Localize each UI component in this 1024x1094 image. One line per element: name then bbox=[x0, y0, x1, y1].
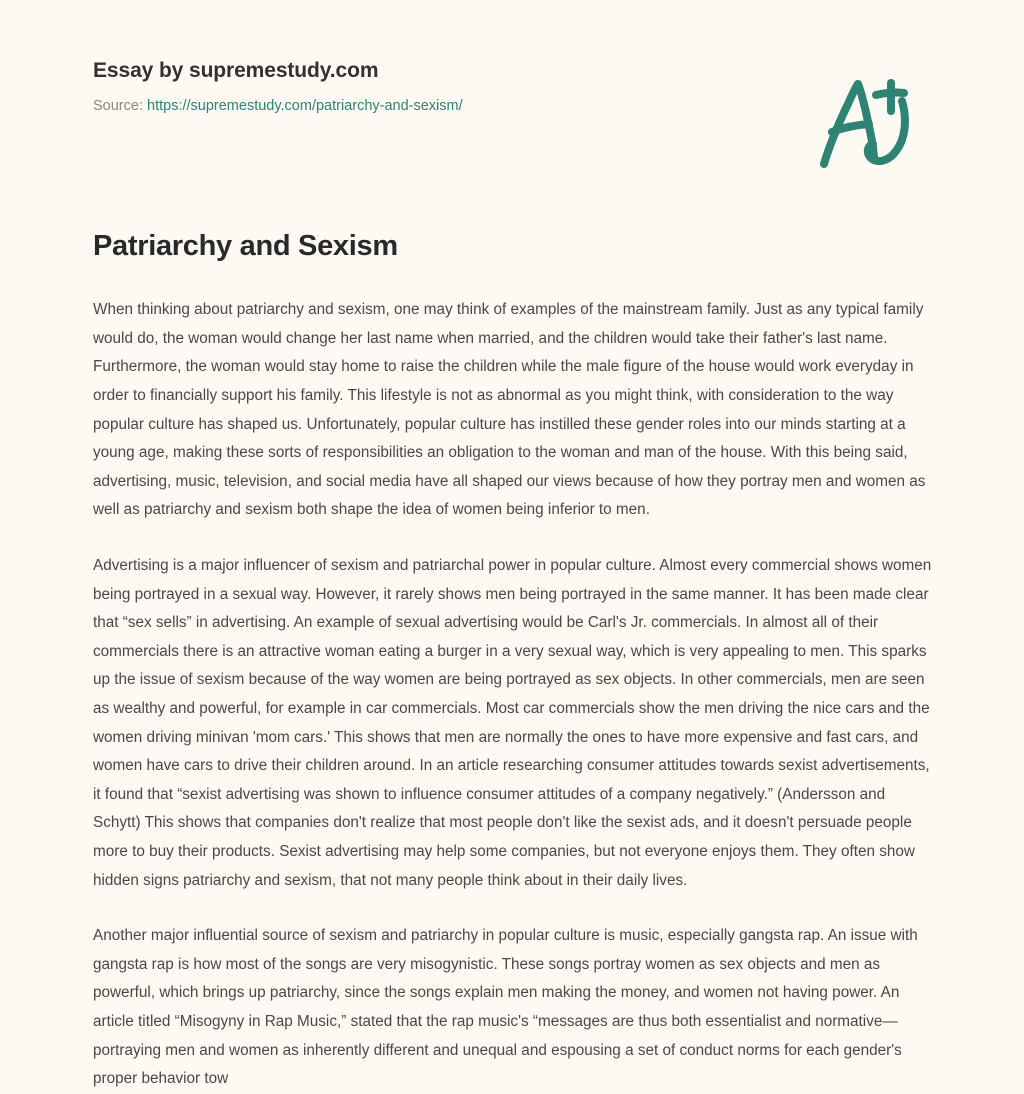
byline: Essay by supremestudy.com bbox=[93, 59, 379, 82]
article-body bbox=[93, 296, 936, 1093]
article bbox=[93, 228, 936, 1094]
source-line bbox=[93, 97, 933, 116]
page-title: Patriarchy and Sexism bbox=[93, 230, 398, 262]
paragraph: When thinking about patriarchy and sexism, one may think of examples of the mainstream family. Just as any typical family would do, the woman would change her last name when married, and the children would take their father's last name. Furthermore, the woman would stay home to raise the children while the male figure of the house would work everyday in order to financially support his family. This lifestyle is not as abnormal as you might think, with consideration to the way popular culture has shaped us. Unfortunately, popular culture has instilled these gender roles into our minds starting at a young age, making these sorts of responsibilities an obligation to the woman and man of the house. With this being said, advertising, music, television, and social media have all shaped our views because of how they portray men and women as well as patriarchy and sexism both shape the idea of women being inferior to men. bbox=[93, 301, 926, 519]
a-plus-logo bbox=[812, 68, 916, 176]
document-header bbox=[93, 58, 933, 116]
paragraph: Another major influential source of sexism and patriarchy in popular culture is music, especially gangsta rap. An issue with gangsta rap is how most of the songs are very misogynistic. These songs portray women as sex objects and men as powerful, which brings up patriarchy, since the songs explain men making the money, and women not having power. An article titled “Misogyny in Rap Music,” stated that the rap music's “messages are thus both essentialist and normative—portraying men and women as inherently different and unequal and espousing a set of conduct norms for each gender's proper behavior tow bbox=[93, 927, 918, 1088]
source-label: Source: bbox=[93, 98, 143, 115]
source-url-link[interactable]: https://supremestudy.com/patriarchy-and-sexism/ bbox=[147, 98, 463, 115]
paragraph: Advertising is a major influencer of sexism and patriarchal power in popular culture. Almost every commercial shows women being portrayed in a sexual way. However, it rarely shows men being portrayed in the same manner. It has been made clear that “sex sells” in advertising. An example of sexual advertising would be Carl's Jr. commercials. In almost all of their commercials there is an attractive woman eating a burger in a very sexual way, which is very appealing to men. This sparks up the issue of sexism because of the way women are being portrayed as sex objects. In other commercials, men are seen as wealthy and powerful, for example in car commercials. Most car commercials show the men driving the nice cars and the women driving minivan 'mom cars.' This shows that men are normally the ones to have more expensive and fast cars, and women have cars to drive their children around. In an article researching consumer attitudes towards sexist advertisements, it found that “sexist advertising was shown to influence consumer attitudes of a company negatively.” (Andersson and Schytt) This shows that companies don't realize that most people don't like the sexist ads, and it doesn't persuade people more to buy their products. Sexist advertising may help some companies, but not everyone enjoys them. They often show hidden signs patriarchy and sexism, that not many people think about in their daily lives. bbox=[93, 557, 932, 889]
